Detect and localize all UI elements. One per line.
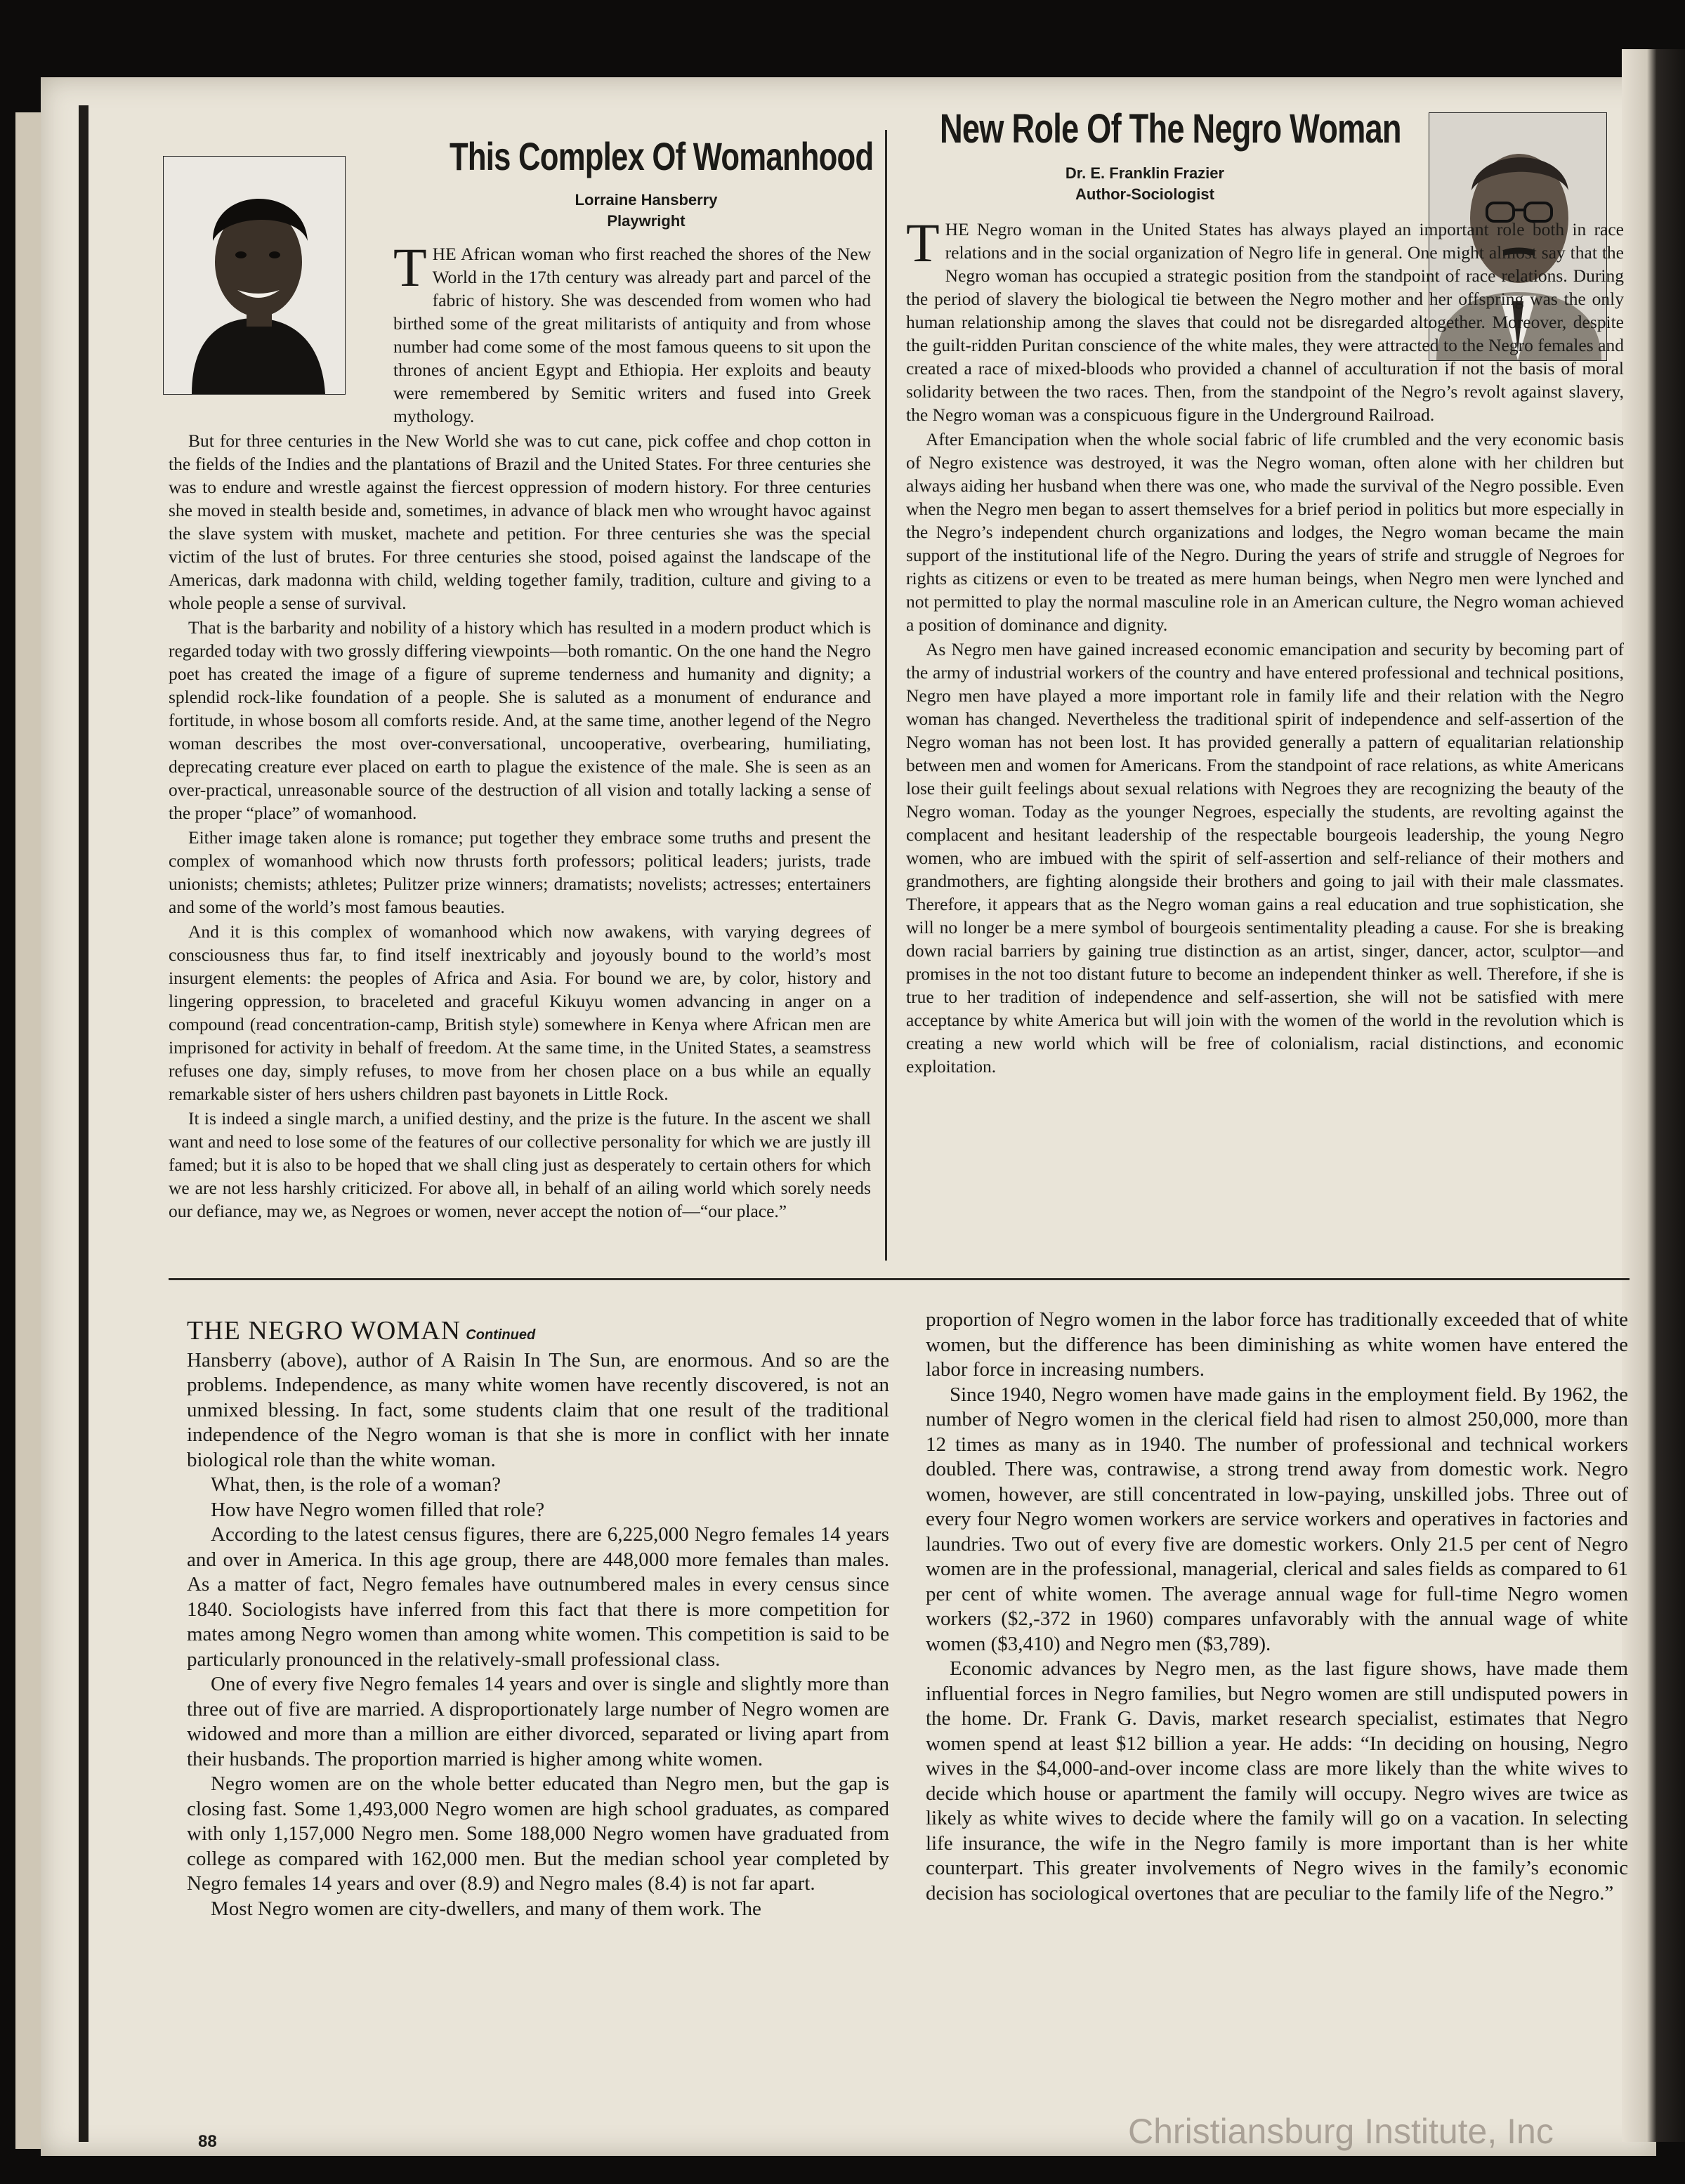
left-dropcap: T <box>393 237 427 298</box>
left-article-role: Playwright <box>607 212 686 230</box>
continued-label: Continued <box>466 1327 536 1343</box>
left-article-title: This Complex Of Womanhood <box>450 134 874 178</box>
continued-paragraph: Economic advances by Negro men, as the last figure shows, have made them influential forces in Negro families, but Negro women are still undisputed powers in the home. Dr. Frank G. Davis, market research specialist, estimates that Negro women spend at least $12 billion a year. He adds: “In deciding on housing, Negro wives in the $4,000-and-over income class are more likely than the white wives to decide which house or apartment the family will occupy. Negro wives are twice as likely as white wives to decide where the family will go on a vacation. In selecting life insurance, the wife in the Negro family is more important than is her white counterpart. This greater involvements of Negro wives in the family’s economic decision has sociological overtones that are peculiar to the family life of the Negro.” <box>926 1657 1628 1905</box>
left-article-author: Lorraine Hansberry <box>575 191 718 209</box>
binding-spine <box>79 105 88 2142</box>
adjacent-page-edge <box>1622 49 1685 2142</box>
left-first-text: HE African woman who first reached the shores of the New World in the 17th century was already part and parcel of the fabric of history. She was descended from women who had birthed some of the great militarists of antiquity and from whose number had come some of the most famous queens to sit upon the thrones of ancient Egypt and Ethiopia. Her exploits and beauty were remembered by Semitic writers and fused into Greek mythology. <box>393 244 871 426</box>
continued-paragraph: Hansberry (above), author of A Raisin In The Sun, are enormous. And so are the problems. Independence, as many white women have recently discovered, is not an unmixed blessing. In fact, some students claim that one result of the traditional independence of the Negro woman is that she is more in conflict with her innate biological role than the white woman. <box>187 1348 889 1471</box>
right-article-title: New Role Of The Negro Woman <box>940 106 1401 152</box>
continued-paragraph: proportion of Negro women in the labor force has traditionally exceeded that of white women, but the difference has been diminishing as white women have entered the labor force in increasing numbers. <box>926 1308 1628 1381</box>
left-article-body <box>169 237 871 1261</box>
continued-column-2 <box>926 1308 1628 1906</box>
photo-float-spacer <box>169 242 393 418</box>
page-number: 88 <box>198 2132 217 2151</box>
left-paragraph: And it is this complex of womanhood which now awakens, with varying degrees of consciousness thus far, to find itself inextricably and joyously bound to the world’s most insurgent elements: the peoples of Africa and Asia. For bound we are, by color, history and lingering oppression, to braceleted and graceful Kikuyu women advancing in anger on a compound (read concentration-camp, British style) somewhere in Kenya where African men are imprisoned for activity in behalf of freedom. At the same time, in the United States, a seamstress refuses one day, simply refuses, to move from her chosen place on a bus while an equally remarkable sister of hers ushers children past bayonets in Little Rock. <box>169 921 871 1104</box>
continued-heading: THE NEGRO WOMAN <box>187 1316 461 1346</box>
page-edge-strip <box>15 112 44 2149</box>
continued-column-1 <box>187 1316 889 1921</box>
left-paragraph: It is indeed a single march, a unified destiny, and the prize is the future. In the ascent we shall want and need to lose some of the features of our collective personality for which we are justly ill famed; but it is also to be hoped that we shall cling just as desperately to certain others for which we are not less harshly criticized. For above all, in behalf of an ailing world which sorely needs our defiance, may we, as Negroes or women, never accept the notion of—“our place.” <box>169 1108 871 1221</box>
continued-paragraph: What, then, is the role of a woman? <box>211 1473 501 1496</box>
watermark: Christiansburg Institute, Inc <box>1128 2112 1554 2151</box>
left-paragraph: Either image taken alone is romance; put together they embrace some truths and present the complex of womanhood which now thrusts forth professors; political leaders; jurists, trade unionists; chemists; athletes; Pulitzer prize winners; dramatists; novelists; actresses; entertainers and some of the world’s most famous beauties. <box>169 827 871 917</box>
right-paragraph: As Negro men have gained increased economic emancipation and security by becoming part of the army of industrial workers of the country and have entered professional and technical positions, Negro men have played a more important role in family life and their relation with the Negro woman has changed. Nevertheless the traditional spirit of independence and self-assertion of the Negro woman has not been lost. It has provided generally a pattern of equalitarian relationship between men and women for Americans. From the standpoint of race relations, as white Americans lose their guilt feelings about sexual relations with Negroes they are recognizing the beauty of the Negro woman. Today as the younger Negroes, especially the students, are revolting against the complacent and hesitant leadership of the respectable bourgeois leadership, the young Negro women, who are imbued with the spirit of self-assertion and self-reliance of their mothers and grandmothers, are fighting alongside their brothers and going to jail with their male classmates. Therefore, it appears that as the Negro woman gains a real education and true sophistication, she will no longer be a mere symbol of bourgeois sentimentality pleading a cause. For she is breaking down racial barriers by gaining true distinction as an artist, singer, dancer, actor, sculptor—and promises in the not too distant future to become an independent thinker as well. Therefore, if she is true to her tradition of independence and self-assertion, she will not be satisfied with mere acceptance by white America but will join with the women of the world in the revolution which is creating a new world which will be free of colonialism, racial distinctions, and economic exploitation. <box>906 639 1624 1077</box>
right-article-body <box>906 212 1624 1264</box>
right-dropcap: T <box>906 212 940 273</box>
right-paragraph: After Emancipation when the whole social fabric of life crumbled and the very economic basis of Negro existence was destroyed, it was the Negro woman, often alone with her children but always aiding her husband when there was one, who made the survival of the Negro possible. Even when the Negro men began to assert themselves for a brief period in politics but more especially in the Negro’s independent church organizations and lodges, the Negro woman became the main support of the institutional life of the Negro. During the years of strife and struggle of Negroes for rights as citizens or even to be treated as mere human beings, when Negro men were lynched and not permitted to play the normal masculine role in an American culture, the Negro woman achieved a position of dominance and dignity. <box>906 429 1624 635</box>
continued-paragraph: One of every five Negro females 14 years and over is single and slightly more than three out of five are married. A disproportionately large number of Negro women are widowed and more than a million are either divorced, separated or living apart from their husbands. The proportion married is higher among white women. <box>187 1673 889 1770</box>
continued-paragraph: Most Negro women are city-dwellers, and many of them work. The <box>211 1897 761 1920</box>
column-divider <box>885 130 887 1261</box>
right-first-text: HE Negro woman in the United States has always played an important role both in race relations and in the social organization of Negro life in general. One might almost say that the Negro woman has occupied a strategic position from the standpoint of race relations. During the period of slavery the biological tie between the Negro mother and her offspring was the only human relationship among the slaves that could not be disregarded altogether. Moreover, despite the guilt-ridden Puritan conscience of the white males, they were attracted to the Negro females and created a race of mixed-bloods who provided a channel of acculturation if not the basis of moral solidarity between the two races. Then, from the standpoint of the Negro’s revolt against slavery, the Negro woman was a conspicuous figure in the Underground Railroad. <box>906 219 1624 425</box>
left-paragraph: That is the barbarity and nobility of a history which has resulted in a modern product which is regarded today with two grossly differing viewpoints—both romantic. On the one hand the Negro poet has created the image of a figure of supreme tenderness and humanity and dignity; a splendid rock-like foundation of a people. She is saluted as a monument of endurance and fortitude, in whose bosom all comforts reside. And, at the same time, another legend of the Negro woman describes the most over-conversational, uncooperative, overbearing, humiliating, deprecating creature ever placed on earth to plague the existence of the male. She is seen as an over-practical, unreasonable source of the destruction of all vision and totally lacking a sense of the proper “place” of womanhood. <box>169 617 871 823</box>
continued-paragraph: How have Negro women filled that role? <box>211 1498 545 1521</box>
left-paragraph: But for three centuries in the New World she was to cut cane, pick coffee and chop cotton in the fields of the Indies and the plantations of Brazil and the United States. For three centuries she was to endure and wrestle against the fiercest oppression of modern history. For three centuries she moved in stealth beside and, sometimes, in advance of black men who wrought havoc against the slave system with musket, machete and petition. For three centuries she was the special victim of the lust of brutes. For three centuries she stood, poised against the landscape of the Americas, dark madonna with child, welding together family, tradition, culture and giving to a whole people a sense of survival. <box>169 430 871 613</box>
continued-paragraph: Since 1940, Negro women have made gains in the employment field. By 1962, the number of Negro women in the clerical field had risen to almost 250,000, more than 12 times as many as in 1940. The number of professional and technical workers doubled. There was, contrawise, a strong trend away from domestic work. Negro women, however, are still concentrated in low-paying, unskilled jobs. Three out of every four Negro women workers are service workers and operatives in factories and laundries. Two out of every five are domestic workers. Only 21.5 per cent of Negro women are in the professional, managerial, clerical and sales fields as compared to 61 per cent of white women. The average annual wage for full-time Negro women workers ($2,-372 in 1960) compares unfavorably with the annual wage of white women ($3,410) and Negro men ($3,789). <box>926 1383 1628 1655</box>
continued-paragraph: According to the latest census figures, there are 6,225,000 Negro females 14 years and over in America. In this age group, there are 448,000 more females than males. As a matter of fact, Negro females have outnumbered males in every census since 1840. Sociologists have inferred from this fact that there is more competition for mates among Negro women than among white women. This competition is said to be particularly pronounced in the relatively-small professional class. <box>187 1523 889 1671</box>
right-article-role: Author-Sociologist <box>1075 185 1214 203</box>
right-article-author: Dr. E. Franklin Frazier <box>1065 164 1225 182</box>
right-first-paragraph <box>906 212 1624 426</box>
continued-paragraph: Negro women are on the whole better educated than Negro men, but the gap is closing fast. Some 1,493,000 Negro women are high school graduates, as compared with only 1,157,000 Negro men. Some 188,000 Negro women have graduated from college as compared with 162,000 men. But the median school year completed by Negro females 14 years and over (8.9) and Negro males (8.4) is not far apart. <box>187 1772 889 1895</box>
section-divider <box>169 1278 1630 1280</box>
